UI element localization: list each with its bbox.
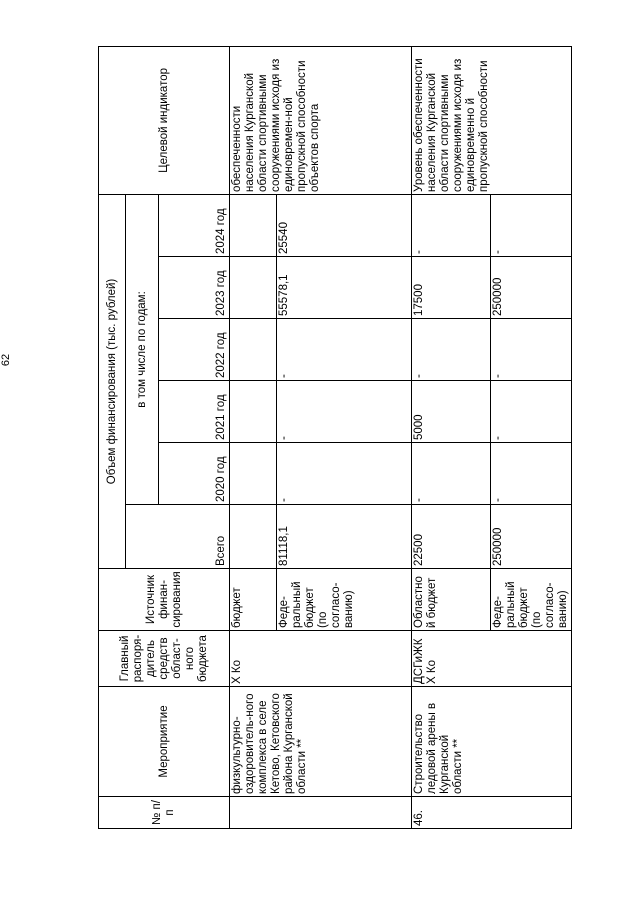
header-year-2024: 2024 год	[159, 194, 230, 256]
row-y2021: 5000	[412, 381, 491, 443]
row-source: Феде-ральный бюджет (по согласо-ванию)	[491, 569, 572, 631]
row-total: 81118,1	[277, 505, 412, 569]
row-indicator: обеспеченности населения Курганской области спортивными сооружениями исходя из единовремен-ной пропускной способности объектов спорта	[230, 46, 412, 194]
row-num: 46.	[412, 797, 572, 829]
header-event: Мероприятие	[99, 687, 230, 797]
row-y2022: -	[412, 319, 491, 381]
row-total	[230, 505, 277, 569]
row-y2024: -	[412, 194, 491, 256]
row-num	[230, 797, 412, 829]
row-source: Феде-ральный бюджет (по согласо-ванию)	[277, 569, 412, 631]
row-y2020: -	[491, 443, 572, 505]
row-source: бюджет	[230, 569, 277, 631]
table-row	[230, 46, 277, 828]
header-total: Всего	[126, 505, 230, 569]
row-y2023	[230, 257, 277, 319]
row-total: 250000	[491, 505, 572, 569]
header-volume-group: Объем финансирования (тыс. рублей)	[99, 194, 126, 568]
header-year-2022: 2022 год	[159, 319, 230, 381]
row-y2020: -	[277, 443, 412, 505]
header-year-2021: 2021 год	[159, 381, 230, 443]
header-by-years: в том числе по годам:	[126, 194, 159, 504]
header-year-2023: 2023 год	[159, 257, 230, 319]
header-source: Источник финан-сирования	[99, 569, 230, 631]
financing-table	[98, 46, 572, 829]
header-manager: Главный распоря-дитель средств област-ного бюджета	[99, 631, 230, 687]
row-y2020: -	[412, 443, 491, 505]
row-y2022	[230, 319, 277, 381]
header-num: № п/п	[99, 797, 230, 829]
row-y2024: 25540	[277, 194, 412, 256]
row-y2020	[230, 443, 277, 505]
rotated-table-wrapper	[98, 47, 569, 829]
row-y2023: 250000	[491, 257, 572, 319]
row-manager: ДСГиЖК Х Ко	[412, 631, 572, 687]
row-y2024: -	[491, 194, 572, 256]
header-year-2020: 2020 год	[159, 443, 230, 505]
row-event: физкультурно-оздоровитель-ного комплекса в селе Кетово, Кетовского района Курганской области **	[230, 687, 412, 797]
row-y2024	[230, 194, 277, 256]
row-y2021: -	[491, 381, 572, 443]
header-indicator: Целевой индикатор	[99, 46, 230, 194]
row-y2022: -	[491, 319, 572, 381]
row-manager: Х Ко	[230, 631, 412, 687]
row-total: 22500	[412, 505, 491, 569]
row-y2021	[230, 381, 277, 443]
row-event: Строительство ледовой арены в Курганской области **	[412, 687, 572, 797]
row-y2023: 55578,1	[277, 257, 412, 319]
table-row	[412, 46, 491, 828]
row-indicator: Уровень обеспеченности населения Курганской области спортивными сооружениями исходя из единовременно й пропускной способности	[412, 46, 572, 194]
row-source: Областной бюджет	[412, 569, 491, 631]
row-y2022: -	[277, 319, 412, 381]
page-number: 62	[0, 353, 12, 367]
row-y2021: -	[277, 381, 412, 443]
row-y2023: 17500	[412, 257, 491, 319]
